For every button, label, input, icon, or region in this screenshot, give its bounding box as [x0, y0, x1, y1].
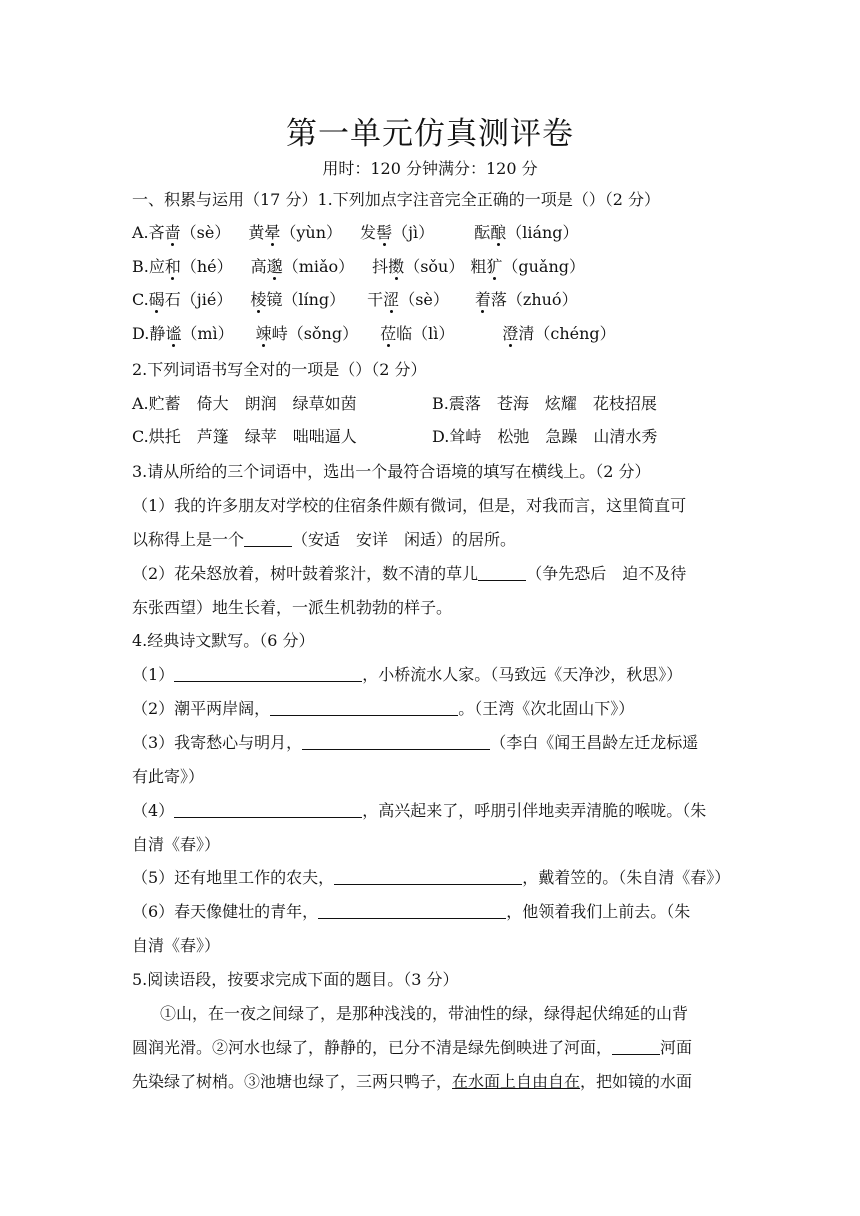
q4-item4: （4） ，高兴起来了，呼朋引伴地卖弄清脆的喉咙。（朱 [132, 801, 707, 820]
answer-blank[interactable] [318, 902, 506, 919]
q2-option-b: B.震落 苍海 炫耀 花枝招展 [432, 394, 657, 413]
q1-option-d: D.静谧（mì） 竦峙（sǒng） 莅临（lì） 澄清（chéng） [132, 324, 616, 343]
q2-option-a: A.贮蓄 倚大 朗润 绿草如茵 [132, 394, 357, 413]
q5-passage-line1: ①山，在一夜之间绿了，是那种浅浅的，带油性的绿，绿得起伏绵延的山背 [160, 1004, 689, 1023]
q4-item2: （2）潮平两岸阔， 。（王湾《次北固山下》） [132, 699, 635, 718]
q5-passage-line2: 圆润光滑。②河水也绿了，静静的，已分不清是绿先倒映进了河面， 河面 [132, 1038, 693, 1057]
q4-item1: （1） ，小桥流水人家。（马致远《天净沙，秋思》） [132, 665, 683, 684]
q1-stem: 一、积累与运用（17 分）1.下列加点字注音完全正确的一项是（）（2 分） [132, 190, 660, 209]
answer-blank[interactable] [302, 733, 490, 750]
q2-option-c: C.烘托 芦篷 绿苹 咄咄逼人 [132, 427, 357, 446]
q4-item4-cont: 自清《春》） [132, 835, 221, 854]
q1-option-c: C.碣石（jié） 棱镜（líng） 干涩（sè） 着落（zhuó） [132, 290, 578, 309]
answer-blank[interactable] [174, 665, 362, 682]
q1-option-a: A.吝啬（sè） 黄晕（yùn） 发髻（jì） 酝酿（liáng） [132, 223, 579, 242]
q4-item5: （5）还有地里工作的农夫， ，戴着笠的。（朱自清《春》） [132, 868, 731, 887]
answer-blank[interactable] [612, 1038, 660, 1055]
q3-item1-line2: 以称得上是一个 （安适 安详 闲适）的居所。 [132, 530, 517, 549]
exam-time-score: 用时：120 分钟满分：120 分 [322, 159, 538, 178]
q2-stem: 2.下列词语书写全对的一项是（）（2 分） [132, 360, 427, 379]
q3-item1-line1: （1）我的许多朋友对学校的住宿条件颇有微词，但是，对我而言，这里简直可 [132, 496, 687, 515]
underlined-phrase: 在水面上自由自在 [452, 1072, 581, 1091]
q4-stem: 4.经典诗文默写。（6 分） [132, 631, 315, 650]
q3-item2-line1: （2）花朵怒放着，树叶鼓着浆汁，数不清的草儿 （争先恐后 迫不及待 [132, 564, 687, 583]
q4-item6: （6）春天像健壮的青年， ，他领着我们上前去。（朱 [132, 902, 691, 921]
q5-stem: 5.阅读语段，按要求完成下面的题目。（3 分） [132, 970, 459, 989]
q3-item2-line2: 东张西望）地生长着，一派生机勃勃的样子。 [132, 598, 453, 617]
answer-blank[interactable] [270, 699, 458, 716]
q4-item3: （3）我寄愁心与明月， （李白《闻王昌龄左迁龙标遥 [132, 733, 699, 752]
q3-stem: 3.请从所给的三个词语中，选出一个最符合语境的填写在横线上。（2 分） [132, 462, 651, 481]
answer-blank[interactable] [334, 868, 522, 885]
q4-item6-cont: 自清《春》） [132, 936, 221, 955]
page-title: 第一单元仿真测评卷 [286, 116, 574, 152]
answer-blank[interactable] [174, 801, 362, 818]
q4-item3-cont: 有此寄》） [132, 767, 205, 786]
q2-option-d: D.耸峙 松弛 急躁 山清水秀 [432, 427, 658, 446]
q1-option-b: B.应和（hé） 高邈（miǎo） 抖擞（sǒu） 粗犷（guǎng） [132, 257, 586, 276]
q5-passage-line3: 先染绿了树梢。③池塘也绿了，三两只鸭子，在水面上自由自在，把如镜的水面 [132, 1072, 693, 1091]
answer-blank[interactable] [478, 564, 526, 581]
answer-blank[interactable] [244, 530, 292, 547]
